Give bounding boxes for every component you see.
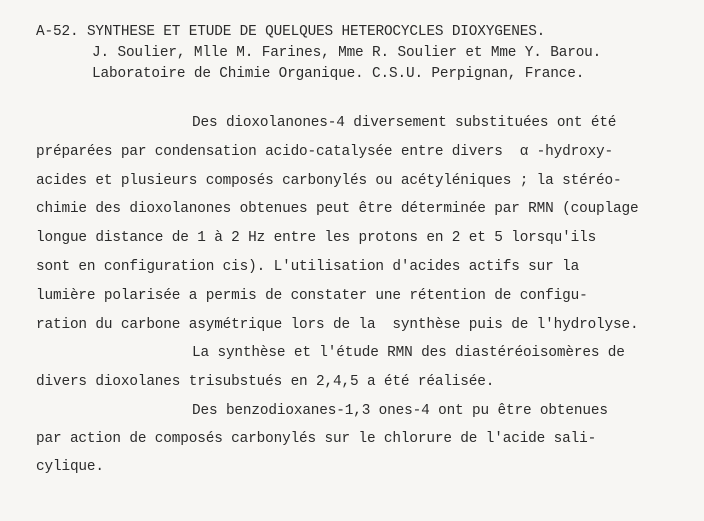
paragraph2-line: La synthèse et l'étude RMN des diastéréoisomères de <box>192 345 625 361</box>
paragraph1-line: acides et plusieurs composés carbonylés ou acétyléniques ; la stéréo- <box>36 173 622 189</box>
abstract-heading <box>36 23 545 41</box>
paragraph1-line: lumière polarisée a permis de constater une rétention de configu- <box>36 288 588 304</box>
paragraph1-line: ration du carbone asymétrique lors de la synthèse puis de l'hydrolyse. <box>36 317 639 333</box>
abstract-number: A-52. <box>36 24 79 40</box>
abstract-title: SYNTHESE ET ETUDE DE QUELQUES HETEROCYCLES DIOXYGENES. <box>86 24 546 40</box>
paragraph1-line: Des dioxolanones-4 diversement substituées ont été <box>192 115 617 131</box>
paragraph3-line: cylique. <box>36 459 104 475</box>
authors-line: J. Soulier, Mlle M. Farines, Mme R. Soulier et Mme Y. Barou. <box>92 45 602 61</box>
affiliation-line: Laboratoire de Chimie Organique. C.S.U. Perpignan, France. <box>92 66 585 82</box>
paragraph3-line: Des benzodioxanes-1,3 ones-4 ont pu être obtenues <box>192 403 608 419</box>
paragraph2-line: divers dioxolanes trisubstués en 2,4,5 a été réalisée. <box>36 374 495 390</box>
paragraph1-line: chimie des dioxolanones obtenues peut être déterminée par RMN (couplage <box>36 201 639 217</box>
paragraph3-line: par action de composés carbonylés sur le chlorure de l'acide sali- <box>36 431 597 447</box>
paragraph1-line: sont en configuration cis). L'utilisation d'acides actifs sur la <box>36 259 580 275</box>
paragraph1-line: préparées par condensation acido-catalysée entre divers α -hydroxy- <box>36 144 614 160</box>
paragraph1-line: longue distance de 1 à 2 Hz entre les protons en 2 et 5 lorsqu'ils <box>36 230 597 246</box>
